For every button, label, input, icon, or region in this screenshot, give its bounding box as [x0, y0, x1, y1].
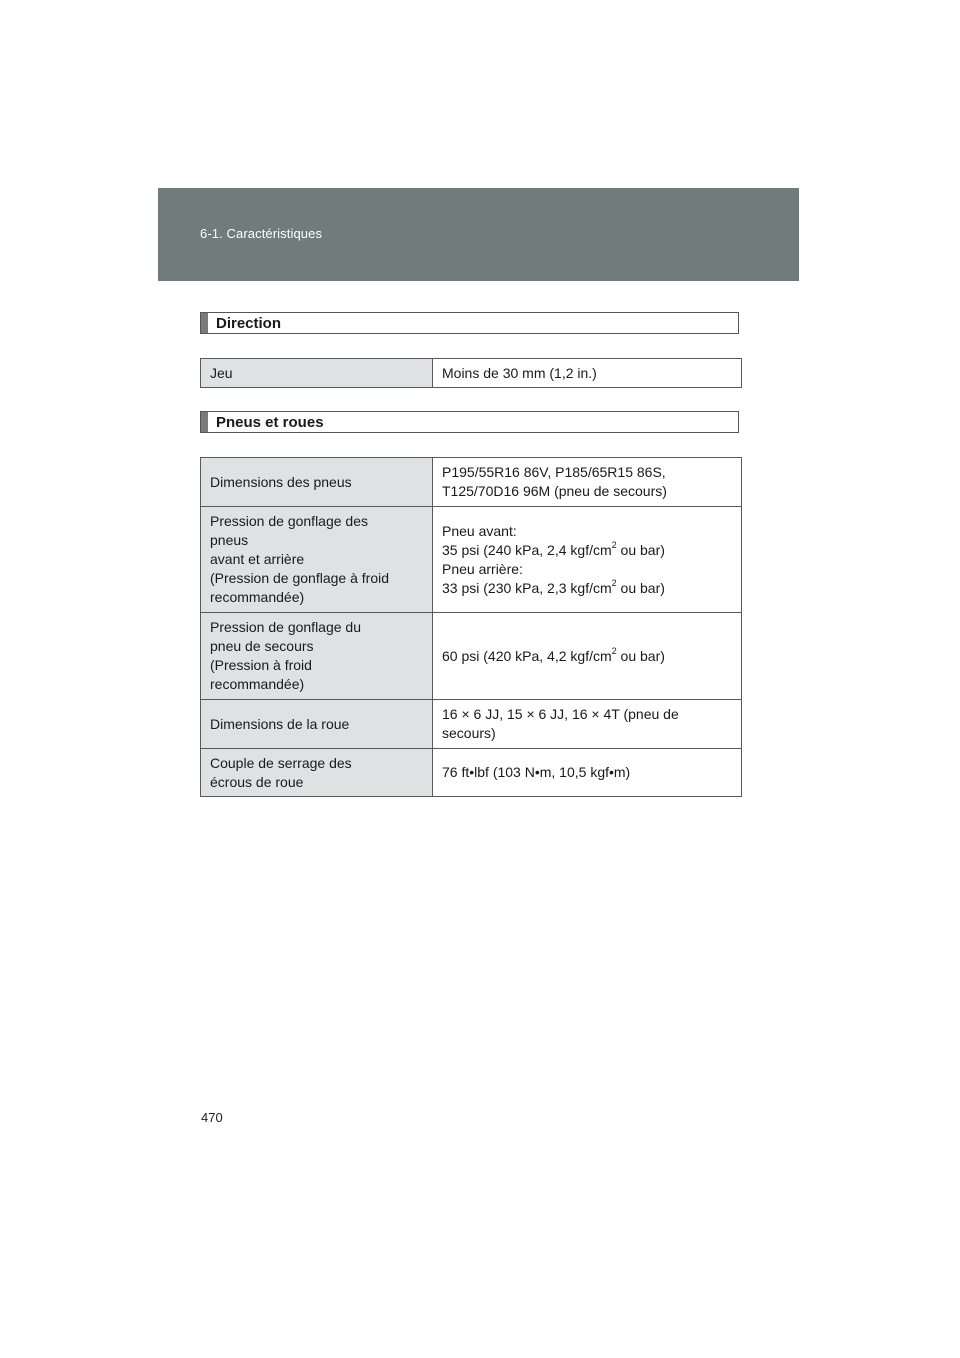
label-line: avant et arrière: [210, 551, 305, 567]
table-cell-label: [201, 749, 433, 797]
label-line: écrous de roue: [210, 773, 304, 790]
label-line: pneus: [210, 532, 249, 548]
superscript: 2: [611, 645, 617, 656]
table-row: [201, 458, 742, 507]
page-number: 470: [201, 1110, 223, 1125]
table-row: [201, 700, 742, 749]
table-cell-value: [433, 458, 742, 507]
label-line: pneu de secours: [210, 638, 314, 654]
tires-table: [200, 457, 742, 797]
table-cell-label: [201, 613, 433, 700]
pressure-text: 60 psi (420 kPa, 4,2 kgf/cm: [442, 647, 612, 664]
section-heading-tires: [200, 411, 739, 433]
table-row: [201, 749, 742, 797]
rear-tire-label: Pneu arrière:: [442, 560, 523, 577]
value-line: P195/55R16 86V, P185/65R15 86S,: [442, 464, 666, 480]
superscript: 2: [611, 577, 617, 588]
table-row: [201, 507, 742, 613]
superscript: 2: [611, 539, 617, 550]
section-title: Pneus et roues: [216, 414, 324, 431]
table-cell-value: [433, 613, 742, 700]
label-line: recommandée): [210, 589, 305, 605]
section-title: Direction: [216, 315, 282, 332]
unit-suffix: ou bar): [616, 579, 665, 596]
table-cell-value: Moins de 30 mm (1,2 in.): [433, 359, 742, 388]
label-line: Pression de gonflage du: [210, 619, 361, 635]
front-tire-pressure: [442, 541, 732, 560]
table-cell-label: Jeu: [201, 359, 433, 388]
section-accent-bar: [201, 412, 208, 432]
label-line: recommandée): [210, 676, 305, 692]
value-line: secours): [442, 725, 496, 741]
value-line: T125/70D16 96M (pneu de secours): [442, 483, 667, 499]
value-line: 16 × 6 JJ, 15 × 6 JJ, 16 × 4T (pneu de: [442, 706, 679, 722]
label-line: Pression de gonflage des: [210, 513, 368, 529]
table-cell-value: 76 ft•lbf (103 N•m, 10,5 kgf•m): [433, 749, 742, 797]
table-cell-label: Dimensions des pneus: [201, 458, 433, 507]
table-cell-label: Dimensions de la roue: [201, 700, 433, 749]
direction-table: [200, 358, 742, 388]
chapter-header: [158, 188, 799, 281]
unit-suffix: ou bar): [616, 647, 665, 664]
table-row: [201, 359, 742, 388]
section-heading-direction: [200, 312, 739, 334]
table-row: [201, 613, 742, 700]
chapter-section-title: 6-1. Caractéristiques: [200, 226, 323, 241]
label-line: (Pression de gonflage à froid: [210, 570, 389, 586]
table-cell-value: [433, 507, 742, 613]
unit-suffix: ou bar): [616, 541, 665, 558]
pressure-text: 35 psi (240 kPa, 2,4 kgf/cm: [442, 541, 612, 558]
table-cell-value: [433, 700, 742, 749]
label-line: Couple de serrage des: [210, 754, 352, 771]
table-cell-label: [201, 507, 433, 613]
pressure-text: 33 psi (230 kPa, 2,3 kgf/cm: [442, 579, 612, 596]
section-accent-bar: [201, 313, 208, 333]
label-line: (Pression à froid: [210, 657, 312, 673]
rear-tire-pressure: [442, 579, 732, 598]
front-tire-label: Pneu avant:: [442, 522, 517, 539]
